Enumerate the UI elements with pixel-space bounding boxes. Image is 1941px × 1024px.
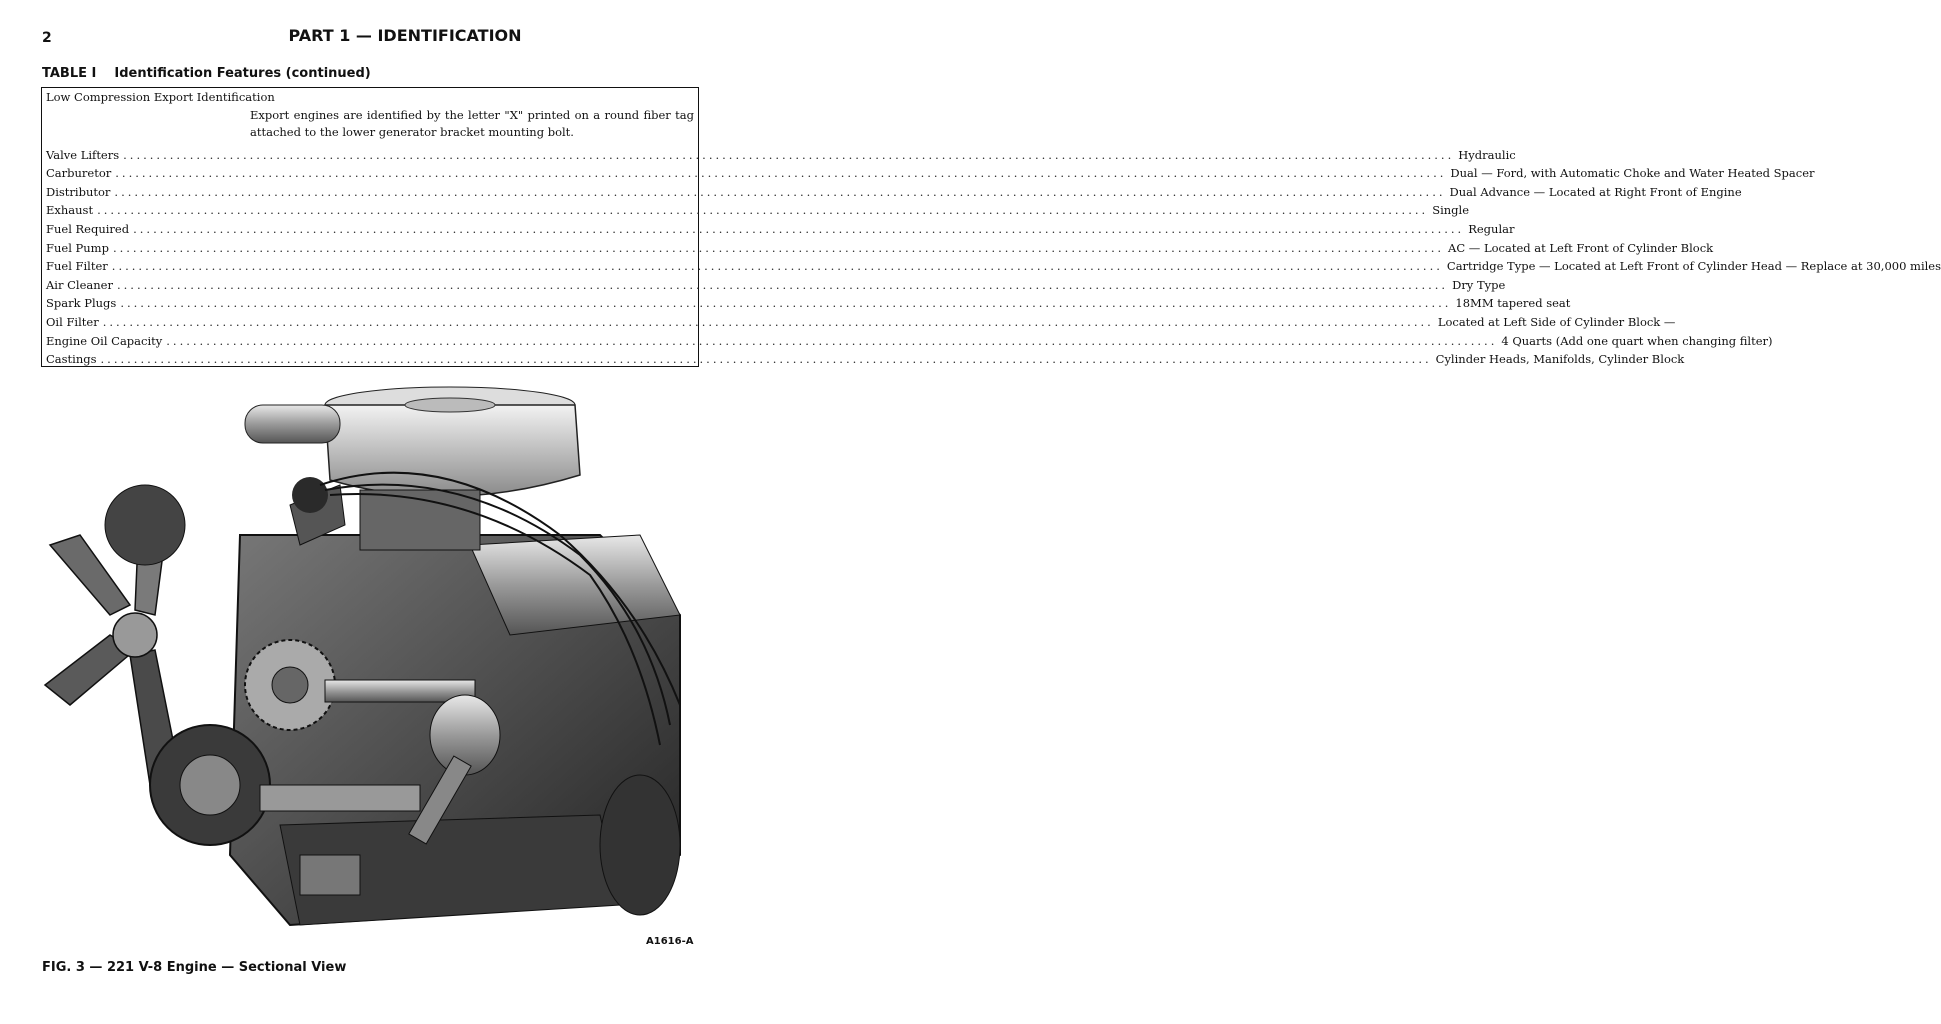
row-value: Dual — Ford, with Automatic Choke and Water Heated Spacer	[1450, 166, 1815, 181]
flywheel	[600, 775, 680, 915]
figure-id: A1616-A	[646, 936, 694, 947]
low-compression-text: Export engines are identified by the letter "X" printed on a round fiber tag attached to the lower generator bracket mounting bolt.	[250, 107, 694, 139]
row-label: Distributor	[46, 184, 111, 199]
table-row	[42, 183, 1742, 202]
row-label: Fuel Pump	[46, 240, 109, 255]
identification-table	[41, 87, 1941, 367]
row-label: Engine Oil Capacity	[46, 333, 163, 348]
row-value: Dry Type	[1452, 277, 1506, 292]
table-title: Identification Features (continued)	[114, 66, 371, 81]
leader-dots: ........................................................................................................................................................................................................	[116, 277, 1449, 292]
crankshaft	[260, 785, 420, 811]
row-label: Carburetor	[46, 166, 112, 181]
row-value: Cylinder Heads, Manifolds, Cylinder Block	[1435, 352, 1685, 367]
row-value: Hydraulic	[1458, 147, 1516, 162]
figure-caption: FIG. 3 — 221 V-8 Engine — Sectional View	[42, 960, 347, 975]
row-value: Dual Advance — Located at Right Front of Engine	[1449, 184, 1742, 199]
table-row	[42, 350, 1685, 369]
leader-dots: ........................................................................................................................................................................................................	[102, 314, 1434, 329]
leader-dots: ........................................................................................................................................................................................................	[114, 184, 1446, 199]
leader-dots: ........................................................................................................................................................................................................	[100, 352, 1432, 367]
generator	[105, 485, 185, 565]
low-compression-heading: Low Compression Export Identification	[46, 90, 275, 104]
feature-rows	[42, 146, 1941, 369]
row-value: Single	[1432, 203, 1469, 218]
row-label: Exhaust	[46, 203, 94, 218]
table-label: TABLE I	[42, 66, 97, 81]
air-cleaner-lid-center	[405, 398, 495, 412]
row-label: Fuel Required	[46, 221, 130, 236]
leader-dots: ........................................................................................................................................................................................................	[112, 240, 1445, 255]
table-row	[42, 332, 1773, 351]
leader-dots: ........................................................................................................................................................................................................	[123, 147, 1455, 162]
table-row	[42, 164, 1815, 183]
oil-pump	[300, 855, 360, 895]
table-row	[42, 146, 1516, 165]
table-row	[42, 257, 1941, 276]
row-label: Valve Lifters	[46, 147, 120, 162]
row-label: Castings	[46, 352, 97, 367]
page-number: 2	[42, 30, 52, 46]
leader-dots: ........................................................................................................................................................................................................	[97, 203, 1429, 218]
table-row	[42, 201, 1469, 220]
part-title: PART 1 — IDENTIFICATION	[288, 26, 522, 45]
leader-dots: ........................................................................................................................................................................................................	[133, 221, 1465, 236]
row-value: 18MM tapered seat	[1455, 296, 1571, 311]
row-value: Cartridge Type — Located at Left Front of Cylinder Head — Replace at 30,000 miles	[1446, 259, 1941, 274]
row-label: Air Cleaner	[46, 277, 113, 292]
leader-dots: ........................................................................................................................................................................................................	[120, 296, 1452, 311]
table-row	[42, 276, 1506, 295]
leader-dots: ........................................................................................................................................................................................................	[166, 333, 1498, 348]
row-label: Fuel Filter	[46, 259, 108, 274]
table-row	[42, 313, 1676, 332]
table-row	[42, 239, 1714, 258]
air-cleaner-snorkel	[245, 405, 340, 443]
air-cleaner-body	[325, 405, 580, 496]
row-value: AC — Located at Left Front of Cylinder Block	[1448, 240, 1714, 255]
engine-illustration-svg	[40, 385, 700, 945]
table-row	[42, 294, 1571, 313]
row-value: Regular	[1468, 221, 1515, 236]
table-row	[42, 220, 1515, 239]
table-caption	[42, 66, 371, 81]
leader-dots: ........................................................................................................................................................................................................	[111, 259, 1443, 274]
leader-dots: ........................................................................................................................................................................................................	[115, 166, 1447, 181]
row-label: Spark Plugs	[46, 296, 117, 311]
row-value: 4 Quarts (Add one quart when changing filter)	[1501, 333, 1773, 348]
engine-sectional-illustration	[40, 385, 700, 945]
row-label: Oil Filter	[46, 314, 99, 329]
row-value: Located at Left Side of Cylinder Block —	[1437, 314, 1676, 329]
